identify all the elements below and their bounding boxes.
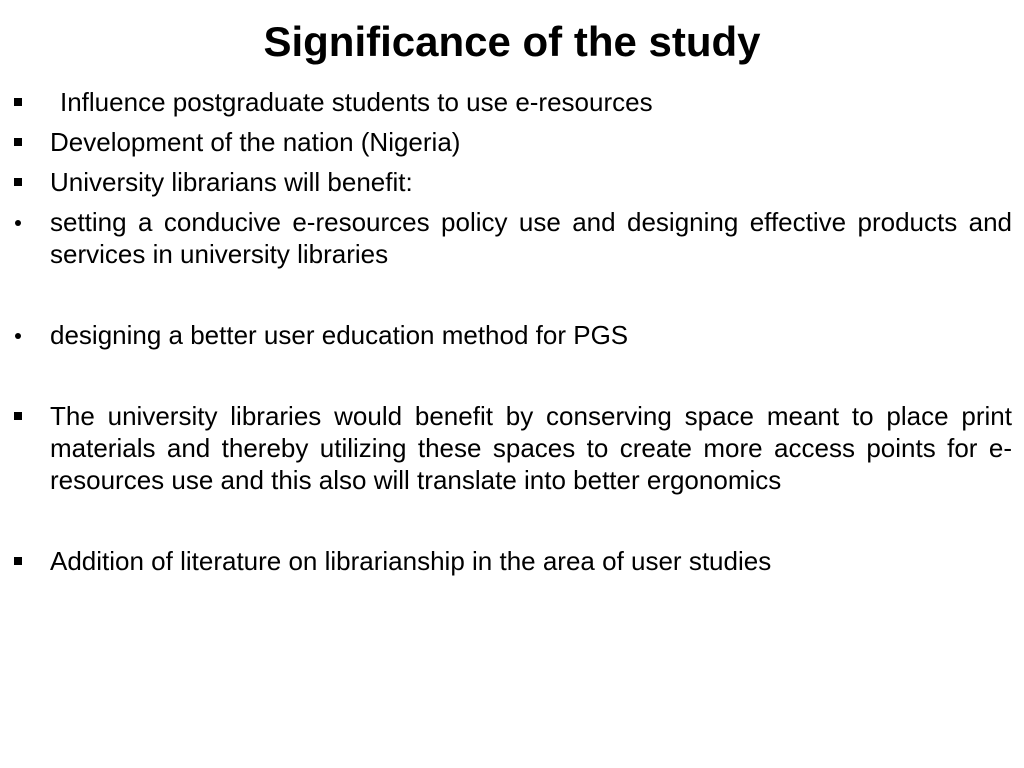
list-item bbox=[0, 86, 1024, 118]
list-item-text: Influence postgraduate students to use e-resources bbox=[60, 87, 653, 117]
list-item bbox=[0, 545, 1024, 577]
list-item-text: University librarians will benefit: bbox=[50, 167, 413, 197]
list-item bbox=[0, 319, 1024, 351]
list-item bbox=[0, 166, 1024, 198]
list-item bbox=[0, 206, 1024, 270]
slide-title: Significance of the study bbox=[263, 18, 761, 65]
bullet-list bbox=[0, 86, 1024, 577]
list-item-text: designing a better user education method for PGS bbox=[50, 320, 629, 350]
list-item-text: Addition of literature on librarianship in the area of user studies bbox=[50, 546, 772, 576]
list-item bbox=[0, 400, 1024, 496]
list-item-text: setting a conducive e-resources policy use and designing effective products and services in university libraries bbox=[50, 207, 1012, 269]
list-item-text: The university libraries would benefit by conserving space meant to place print materials and thereby utilizing these spaces to create more access points for e-resources use and this also will translate into better ergonomics bbox=[50, 401, 1012, 495]
list-item bbox=[0, 126, 1024, 158]
list-item-text: Development of the nation (Nigeria) bbox=[50, 127, 461, 157]
